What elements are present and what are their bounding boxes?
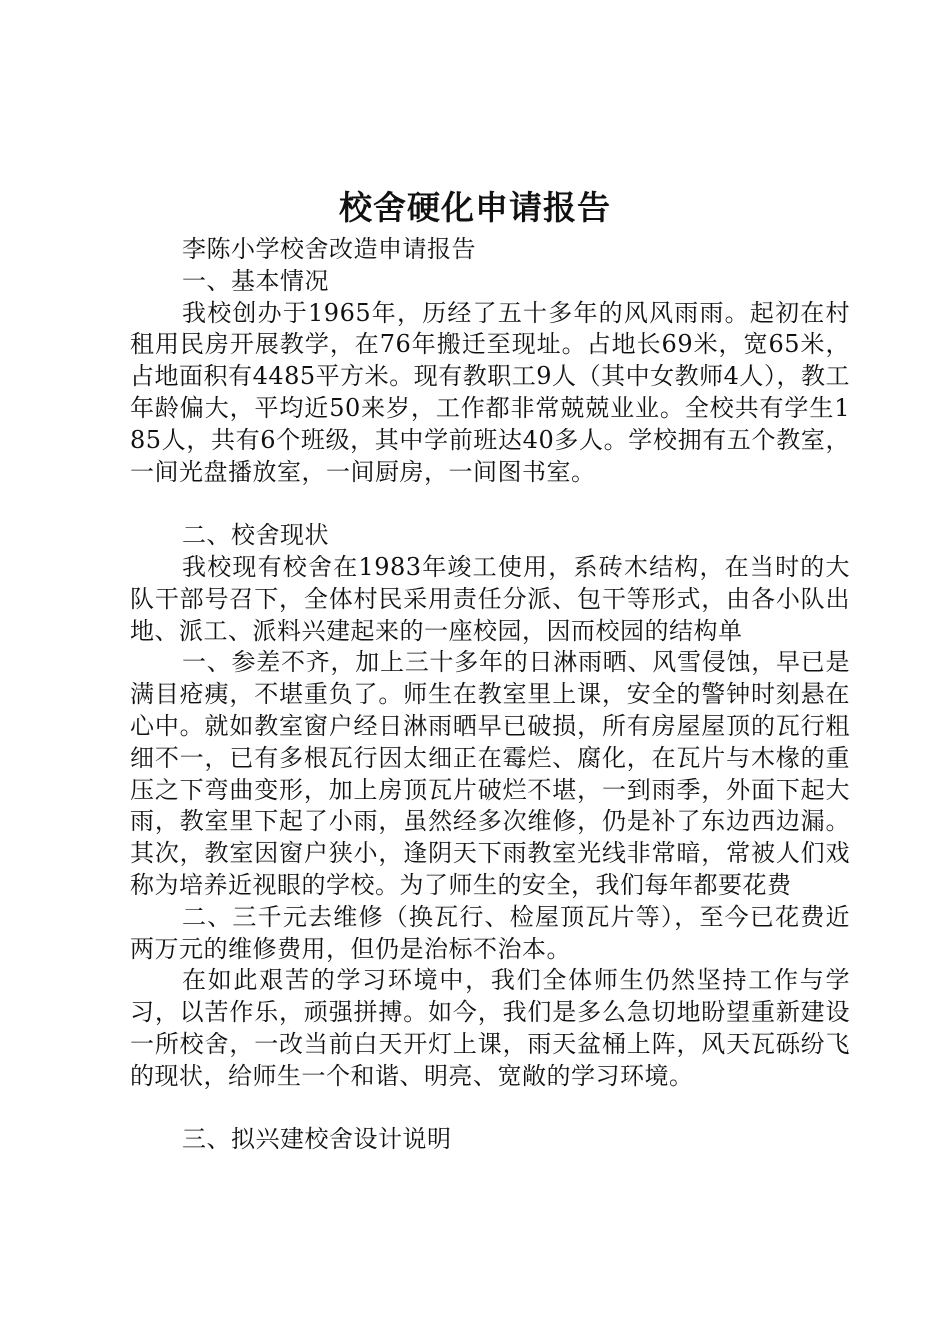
document-body — [130, 234, 850, 1156]
paragraph-status-3: 二、三千元去维修（换瓦行、检屋顶瓦片等），至今已花费近两万元的维修费用，但仍是治标不治本。 — [130, 902, 850, 963]
paragraph-status-4: 在如此艰苦的学习环境中，我们全体师生仍然坚持工作与学习，以苦作乐，顽强拼搏。如今，我们是多么急切地盼望重新建设一所校舍，一改当前白天开灯上课，雨天盆桶上阵，风天瓦砾纷飞的现状，给师生一个和谐、明亮、宽敞的学习环境。 — [130, 966, 850, 1090]
blank-line — [130, 1093, 850, 1125]
paragraph-status-1: 我校现有校舍在1983年竣工使用，系砖木结构，在当时的大队干部号召下，全体村民采用责任分派、包干等形式，由各小队出地、派工、派料兴建起来的一座校园，因而校园的结构单 — [130, 552, 850, 645]
section-heading-basic-info: 一、基本情况 — [182, 266, 329, 295]
report-subtitle: 李陈小学校舍改造申请报告 — [182, 235, 476, 263]
section-heading-current-status: 二、校舍现状 — [182, 521, 329, 550]
blank-line — [130, 488, 850, 520]
paragraph-status-2: 一、参差不齐，加上三十多年的日淋雨晒、风雪侵蚀，早已是满目疮痍，不堪重负了。师生在教室里上课，安全的警钟时刻悬在心中。就如教室窗户经日淋雨晒早已破损，所有房屋屋顶的瓦行粗细不一，已有多根瓦行因太细正在霉烂、腐化，在瓦片与木椽的重压之下弯曲变形，加上房顶瓦片破烂不堪，一到雨季，外面下起大雨，教室里下起了小雨，虽然经多次维修，仍是补了东边西边漏。其次，教室因窗户狭小，逢阴天下雨教室光线非常暗，常被人们戏称为培养近视眼的学校。为了师生的安全，我们每年都要花费 — [130, 648, 850, 899]
document-title: 校舍硬化申请报告 — [339, 188, 611, 227]
section-heading-design: 三、拟兴建校舍设计说明 — [182, 1125, 452, 1154]
paragraph-basic-info: 我校创办于1965年，历经了五十多年的风风雨雨。起初在村租用民房开展教学，在76年搬迁至现址。占地长69米，宽65米，占地面积有4485平方米。现有教职工9人（其中女教师4人），教工年龄偏大，平均近50来岁，工作都非常兢兢业业。全校共有学生185人，共有6个班级，其中学前班达40多人。学校拥有五个教室，一间光盘播放室，一间厨房，一间图书室。 — [130, 298, 850, 486]
